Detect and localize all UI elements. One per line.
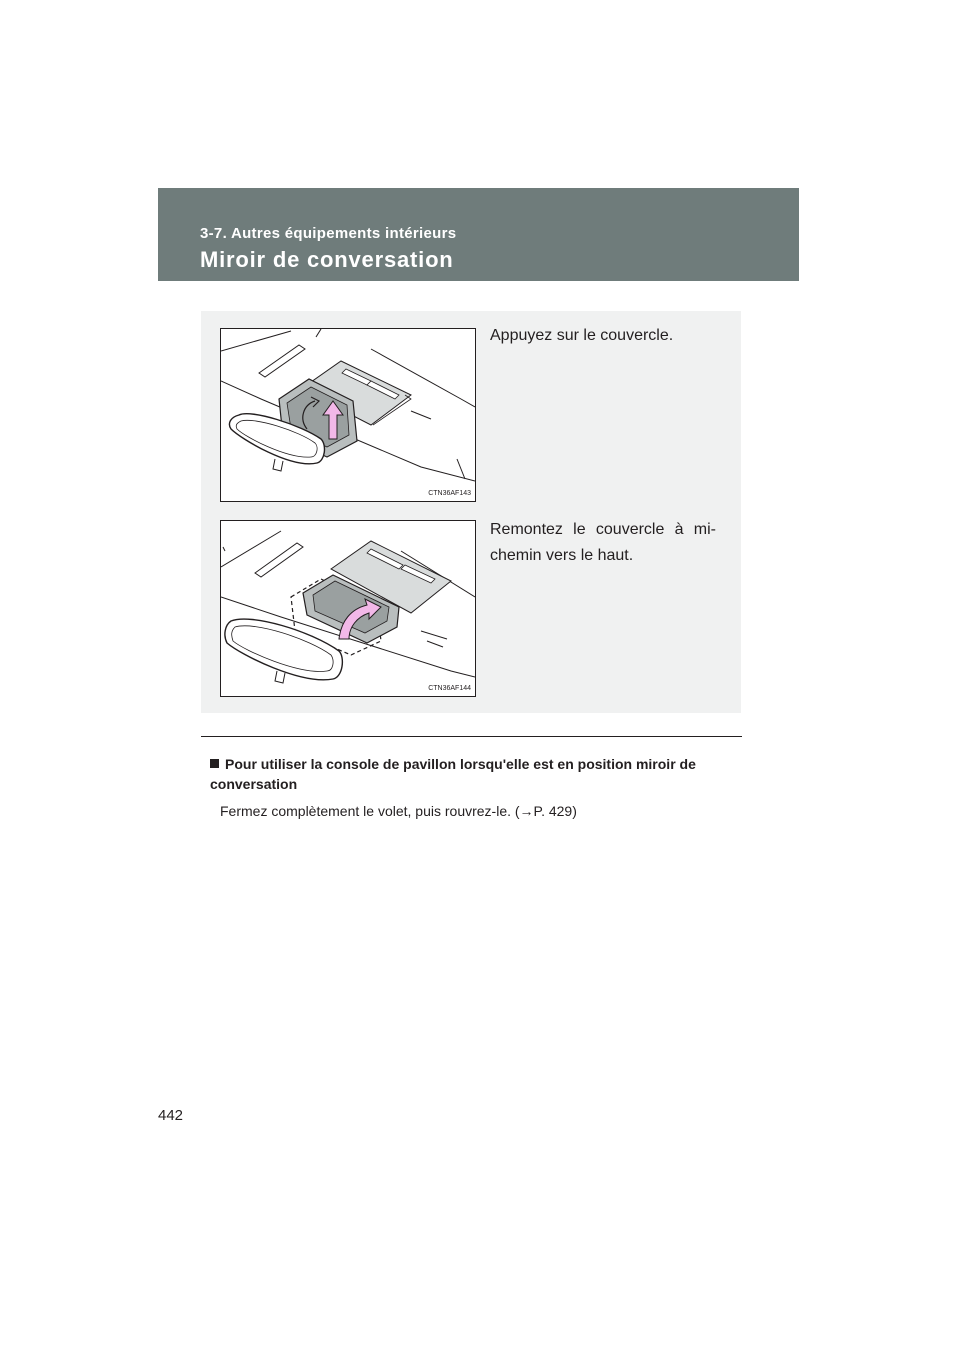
note-title-text: Pour utiliser la console de pavillon lorsqu'elle est en position miroir de conversation: [210, 756, 696, 792]
step-1-text: Appuyez sur le couvercle.: [490, 327, 674, 344]
illustration-raise-cover: [221, 521, 475, 696]
figure-code: CTN36AF143: [428, 490, 471, 497]
figure-code: CTN36AF144: [428, 685, 471, 692]
figure-raise-cover: [220, 520, 476, 697]
page-number: 442: [158, 1107, 184, 1124]
section-header: [158, 188, 799, 281]
figure-press-cover: [220, 328, 476, 502]
procedure-panel: [201, 311, 741, 713]
illustration-press-cover: [221, 329, 475, 501]
section-divider: [201, 736, 742, 737]
section-label: 3-7. Autres équipements intérieurs: [200, 225, 457, 242]
step-2-text: Remontez le couvercle à mi-chemin vers le haut.: [490, 521, 716, 564]
note-title: [210, 754, 742, 794]
black-square-icon: [210, 759, 219, 768]
note-body: Fermez complètement le volet, puis rouvrez-le. (→P. 429): [220, 803, 577, 819]
page-title: Miroir de conversation: [200, 247, 454, 272]
